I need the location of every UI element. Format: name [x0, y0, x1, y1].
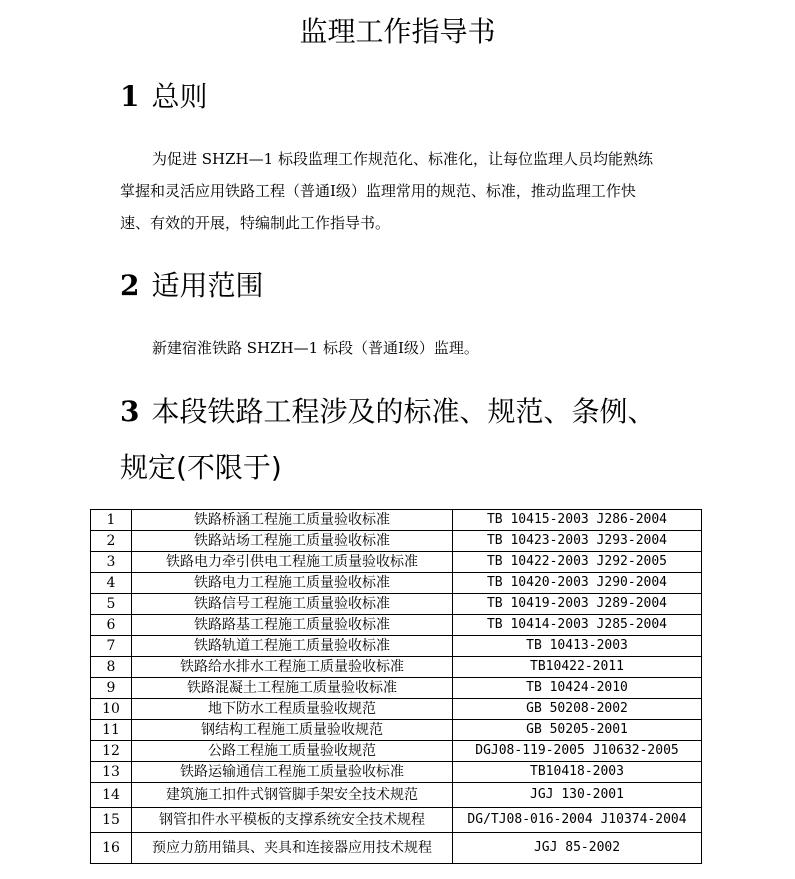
table-row	[91, 783, 702, 808]
standard-code: TB 10420-2003 J290-2004	[453, 573, 702, 594]
standard-name: 铁路路基工程施工质量验收标准	[132, 615, 453, 636]
row-number: 6	[91, 615, 132, 636]
standard-name: 铁路电力工程施工质量验收标准	[132, 573, 453, 594]
row-number: 10	[91, 699, 132, 720]
section-number: 2	[120, 269, 140, 302]
row-number: 12	[91, 741, 132, 762]
table-row	[91, 699, 702, 720]
row-number: 9	[91, 678, 132, 699]
standard-code: TB 10415-2003 J286-2004	[453, 510, 702, 531]
table-row	[91, 510, 702, 531]
standard-code: TB 10414-2003 J285-2004	[453, 615, 702, 636]
standard-code: TB10418-2003	[453, 762, 702, 783]
standard-name: 地下防水工程质量验收规范	[132, 699, 453, 720]
standard-name: 铁路给水排水工程施工质量验收标准	[132, 657, 453, 678]
table-row	[91, 762, 702, 783]
standard-code: TB 10422-2003 J292-2005	[453, 552, 702, 573]
section-3-heading	[120, 384, 656, 496]
standard-name: 预应力筋用锚具、夹具和连接器应用技术规程	[132, 833, 453, 864]
section-title-continued: 规定(不限于)	[120, 451, 282, 484]
row-number: 16	[91, 833, 132, 864]
body-line: 新建宿淮铁路 SHZH—1 标段（普通Ⅰ级）监理。	[152, 339, 479, 357]
section-number: 3	[120, 395, 140, 428]
table-row	[91, 657, 702, 678]
standard-name: 建筑施工扣件式钢管脚手架安全技术规范	[132, 783, 453, 808]
section-title: 总则	[151, 80, 208, 113]
standard-name: 铁路运输通信工程施工质量验收标准	[132, 762, 453, 783]
row-number: 1	[91, 510, 132, 531]
standard-code: TB 10413-2003	[453, 636, 702, 657]
table-row	[91, 678, 702, 699]
row-number: 5	[91, 594, 132, 615]
document-title: 监理工作指导书	[299, 15, 496, 48]
standard-code: GB 50208-2002	[453, 699, 702, 720]
row-number: 14	[91, 783, 132, 808]
section-number: 1	[120, 80, 140, 113]
standard-name: 钢结构工程施工质量验收规范	[132, 720, 453, 741]
table-row	[91, 720, 702, 741]
table-row	[91, 573, 702, 594]
section-title: 适用范围	[151, 269, 264, 302]
table-row	[91, 552, 702, 573]
standard-name: 钢管扣件水平模板的支撑系统安全技术规程	[132, 808, 453, 833]
row-number: 8	[91, 657, 132, 678]
row-number: 2	[91, 531, 132, 552]
standard-code: DG/TJ08-016-2004 J10374-2004	[453, 808, 702, 833]
standard-name: 铁路混凝土工程施工质量验收标准	[132, 678, 453, 699]
standard-name: 铁路信号工程施工质量验收标准	[132, 594, 453, 615]
body-line: 为促进 SHZH—1 标段监理工作规范化、标准化，让每位监理人员均能熟练	[152, 150, 653, 168]
row-number: 11	[91, 720, 132, 741]
row-number: 13	[91, 762, 132, 783]
body-line: 掌握和灵活应用铁路工程（普通Ⅰ级）监理常用的规范、标准，推动监理工作快	[120, 182, 636, 200]
table-row	[91, 833, 702, 864]
standard-name: 公路工程施工质量验收规范	[132, 741, 453, 762]
table-row	[91, 741, 702, 762]
standards-table	[90, 509, 702, 864]
standard-code: TB10422-2011	[453, 657, 702, 678]
section-1-body	[120, 143, 680, 239]
row-number: 15	[91, 808, 132, 833]
standard-code: TB 10423-2003 J293-2004	[453, 531, 702, 552]
section-2-heading	[120, 258, 264, 314]
table-row	[91, 615, 702, 636]
standard-name: 铁路桥涵工程施工质量验收标准	[132, 510, 453, 531]
table-row	[91, 636, 702, 657]
standard-code: DGJ08-119-2005 J10632-2005	[453, 741, 702, 762]
section-2-body	[120, 332, 680, 364]
row-number: 3	[91, 552, 132, 573]
row-number: 4	[91, 573, 132, 594]
standard-name: 铁路轨道工程施工质量验收标准	[132, 636, 453, 657]
table-row	[91, 531, 702, 552]
standard-name: 铁路站场工程施工质量验收标准	[132, 531, 453, 552]
standard-code: JGJ 130-2001	[453, 783, 702, 808]
section-1-heading	[120, 69, 208, 125]
standard-code: TB 10424-2010	[453, 678, 702, 699]
row-number: 7	[91, 636, 132, 657]
section-title: 本段铁路工程涉及的标准、规范、条例、	[151, 395, 656, 428]
standard-code: TB 10419-2003 J289-2004	[453, 594, 702, 615]
table-row	[91, 594, 702, 615]
table-row	[91, 808, 702, 833]
standard-code: JGJ 85-2002	[453, 833, 702, 864]
standard-code: GB 50205-2001	[453, 720, 702, 741]
standard-name: 铁路电力牵引供电工程施工质量验收标准	[132, 552, 453, 573]
body-line: 速、有效的开展，特编制此工作指导书。	[120, 214, 391, 232]
